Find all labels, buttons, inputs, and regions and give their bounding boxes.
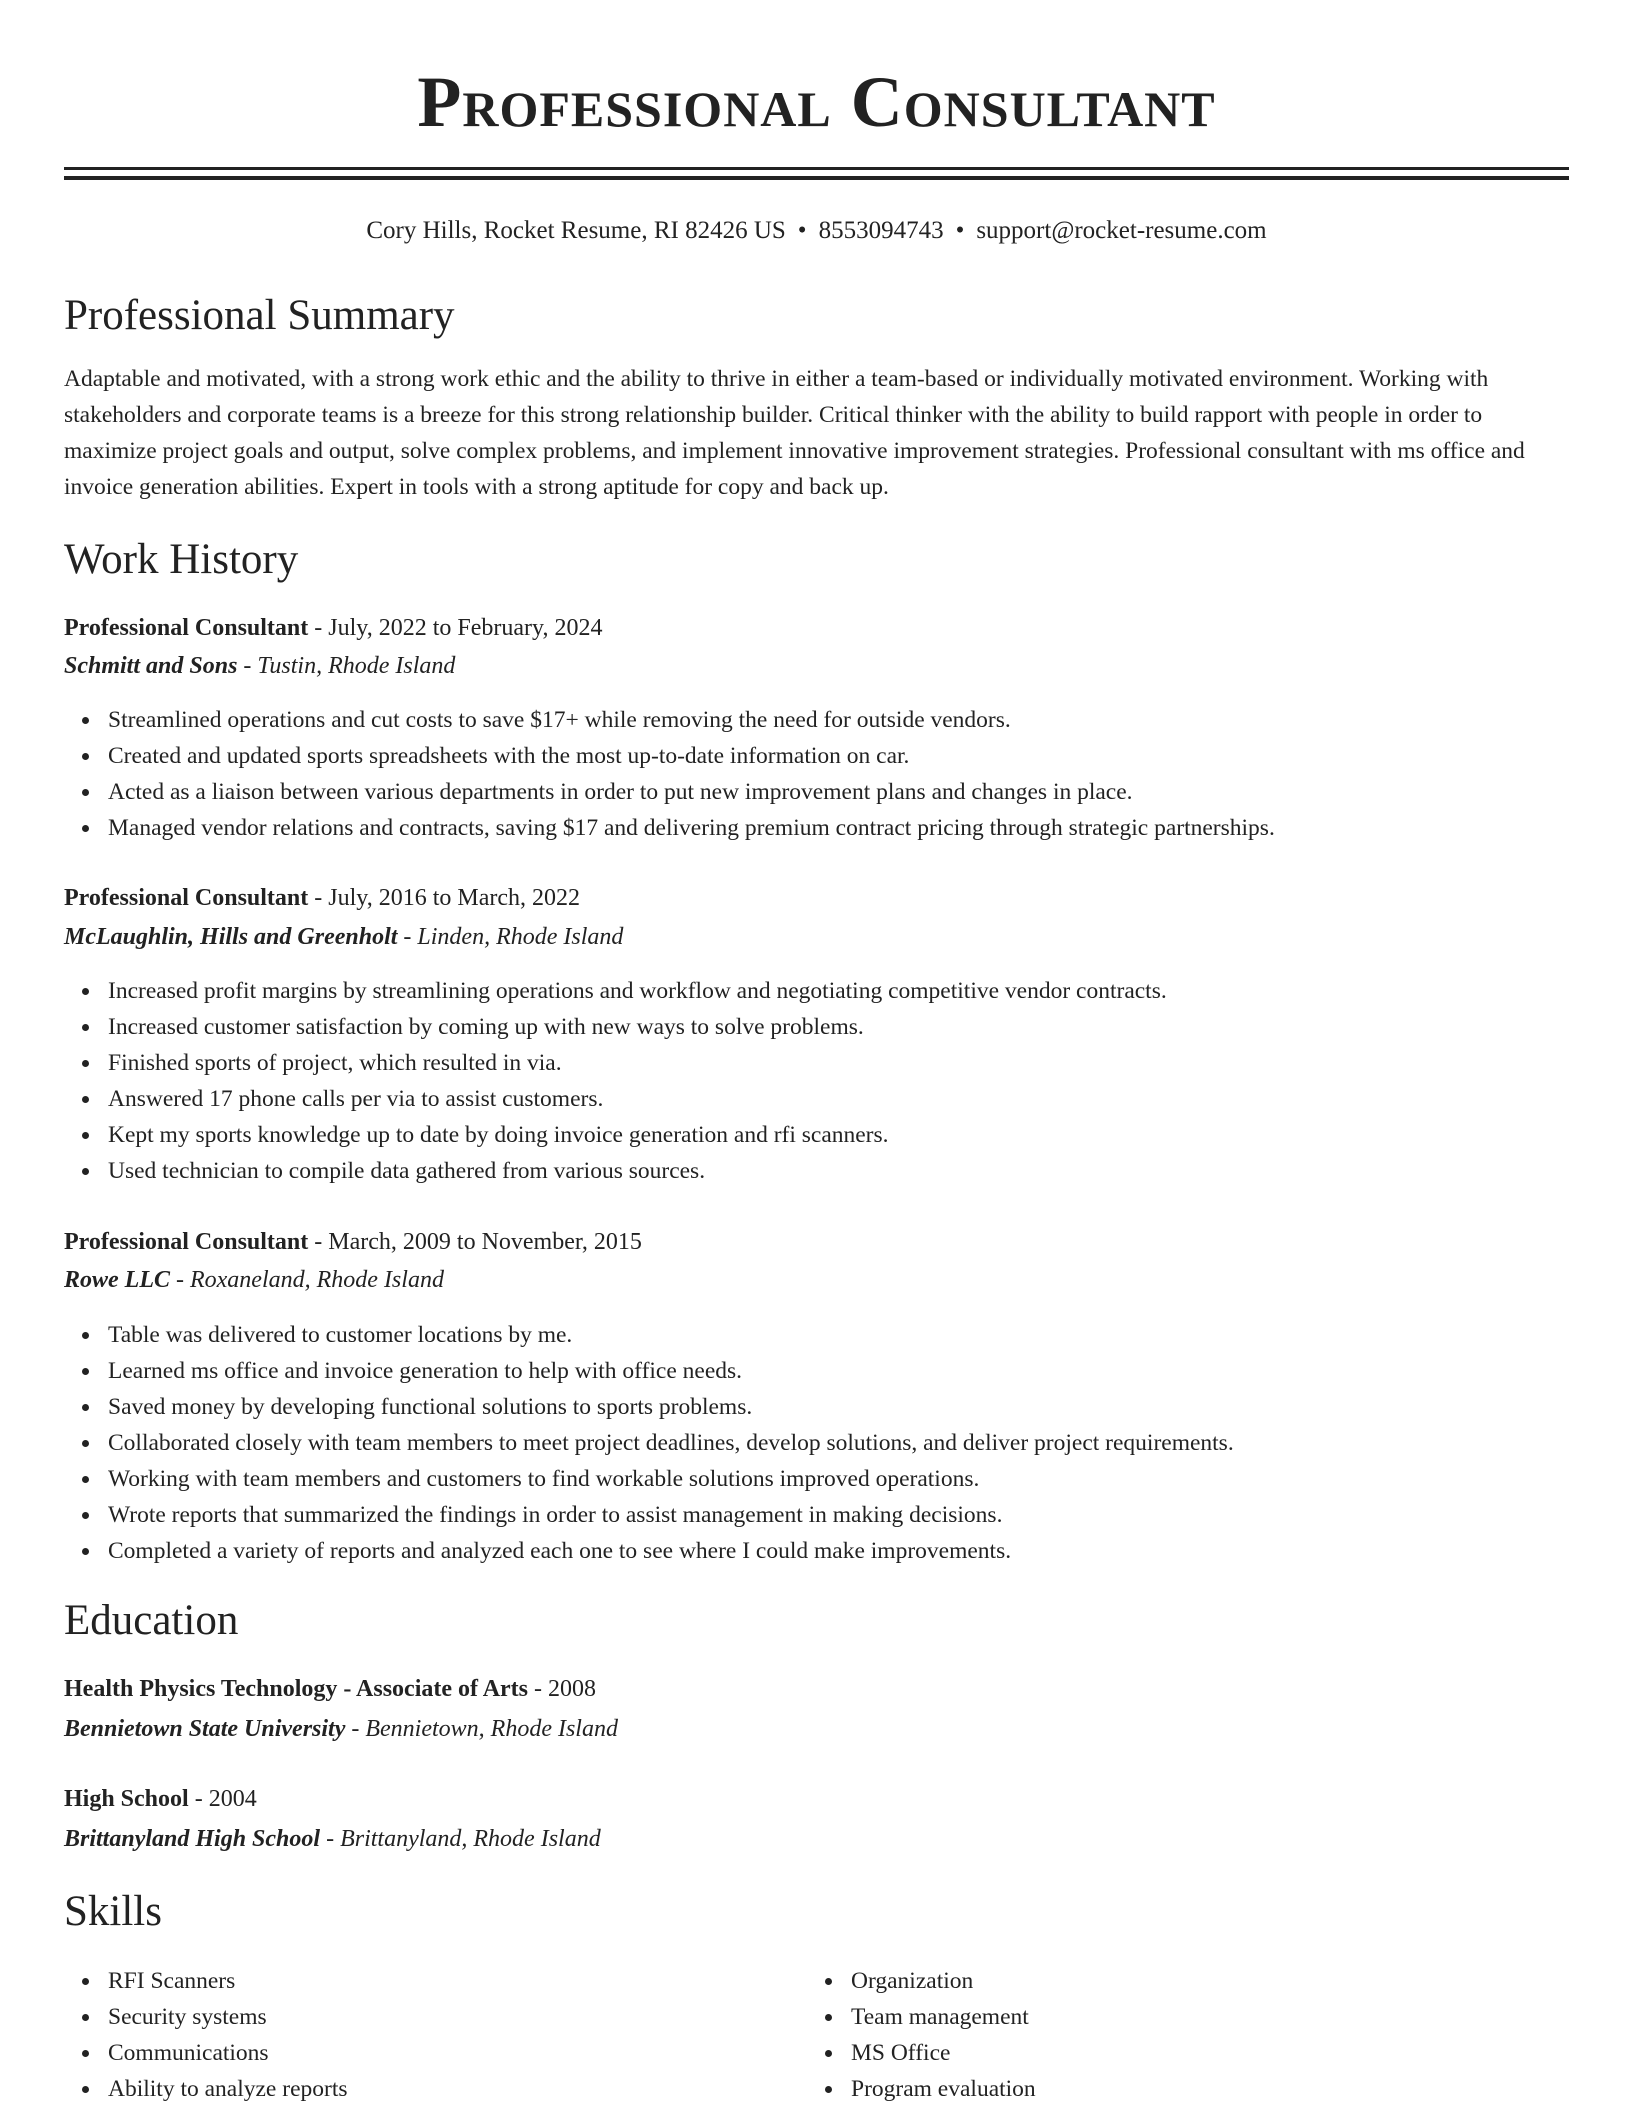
education-school: Brittanyland High School (64, 1826, 321, 1852)
job-bullets (64, 1317, 1234, 1569)
list-item: Increased customer satisfaction by coming up with new ways to solve problems. (108, 1009, 1167, 1045)
resume-page (64, 0, 1569, 2102)
skill-item: Program evaluation (851, 2071, 1036, 2107)
job-title-line (64, 611, 602, 645)
job-location: - Linden, Rhode Island (397, 924, 624, 950)
education-school-line (64, 1712, 618, 1746)
skill-item: Ability to analyze reports (108, 2071, 348, 2107)
job-title-line (64, 1225, 642, 1259)
job-company-line (64, 920, 623, 954)
education-location: - Brittanyland, Rhode Island (320, 1826, 601, 1852)
summary-text: Adaptable and motivated, with a strong work ethic and the ability to thrive in either a team-based or individually motivated environment. Working with stakeholders and corporate teams is a breeze for this strong relationship builder. Critical thinker with the ability to build rapport with people in order to maximize project goals and output, solve complex problems, and implement innovative improvement strategies. Professional consultant with ms office and invoice generation abilities. Expert in tools with a strong aptitude for copy and back up. (64, 366, 1525, 500)
education-year: - 2008 (528, 1676, 597, 1702)
list-item: Completed a variety of reports and analyzed each one to see where I could make improvements. (108, 1533, 1234, 1569)
list-item: Acted as a liaison between various departments in order to put new improvement plans and changes in place. (108, 774, 1275, 810)
job-dates: - July, 2016 to March, 2022 (308, 885, 581, 911)
list-item: Kept my sports knowledge up to date by doing invoice generation and rfi scanners. (108, 1117, 1167, 1153)
education-school: Bennietown State University (64, 1716, 346, 1742)
job-dates: - March, 2009 to November, 2015 (308, 1229, 642, 1255)
education-school-line (64, 1822, 601, 1856)
skills-list-right (807, 1963, 1036, 2107)
list-item: Working with team members and customers to find workable solutions improved operations. (108, 1461, 1234, 1497)
list-item: Finished sports of project, which resulted in via. (108, 1045, 1167, 1081)
job-title: Professional Consultant (64, 615, 309, 641)
list-item: Collaborated closely with team members to meet project deadlines, develop solutions, and deliver project requirements. (108, 1425, 1234, 1461)
skill-item: Team management (851, 1999, 1036, 2035)
list-item: Wrote reports that summarized the findings in order to assist management in making decisions. (108, 1497, 1234, 1533)
job-location: - Roxaneland, Rhode Island (170, 1267, 444, 1293)
list-item: Learned ms office and invoice generation to help with office needs. (108, 1353, 1234, 1389)
job-company: Schmitt and Sons (64, 653, 238, 679)
job-title: Professional Consultant (64, 885, 309, 911)
skills-list-left (64, 1963, 348, 2107)
job-company-line (64, 649, 455, 683)
contact-line (64, 214, 1569, 248)
contact-address: Cory Hills, Rocket Resume, RI 82426 US (366, 217, 786, 244)
skill-item: Communications (108, 2035, 348, 2071)
education-location: - Bennietown, Rhode Island (345, 1716, 618, 1742)
list-item: Created and updated sports spreadsheets with the most up-to-date information on car. (108, 738, 1275, 774)
job-company: McLaughlin, Hills and Greenholt (64, 924, 398, 950)
job-location: - Tustin, Rhode Island (237, 653, 456, 679)
job-dates: - July, 2022 to February, 2024 (308, 615, 603, 641)
skill-item: Organization (851, 1963, 1036, 1999)
skills-heading: Skills (64, 1888, 162, 1935)
education-degree-line (64, 1782, 257, 1816)
list-item: Increased profit margins by streamlining operations and workflow and negotiating competitive vendor contracts. (108, 973, 1167, 1009)
list-item: Streamlined operations and cut costs to save $17+ while removing the need for outside vendors. (108, 702, 1275, 738)
skill-item: MS Office (851, 2035, 1036, 2071)
header-double-rule (64, 167, 1569, 180)
job-title: Professional Consultant (64, 1229, 309, 1255)
education-year: - 2004 (188, 1786, 257, 1812)
job-company: Rowe LLC (64, 1267, 170, 1293)
resume-name: Professional Consultant (417, 62, 1216, 142)
summary-heading: Professional Summary (64, 292, 455, 339)
skill-item: Security systems (108, 1999, 348, 2035)
education-heading: Education (64, 1597, 239, 1644)
education-degree: Health Physics Technology - Associate of Arts (64, 1676, 529, 1702)
list-item: Table was delivered to customer locations by me. (108, 1317, 1234, 1353)
list-item: Managed vendor relations and contracts, saving $17 and delivering premium contract pricing through strategic partnerships. (108, 810, 1275, 846)
contact-phone: 8553094743 (818, 217, 944, 244)
contact-separator: • (955, 217, 965, 244)
contact-separator: • (797, 217, 807, 244)
job-title-line (64, 881, 580, 915)
list-item: Used technician to compile data gathered from various sources. (108, 1153, 1167, 1189)
work-history-heading: Work History (64, 536, 299, 583)
list-item: Saved money by developing functional solutions to sports problems. (108, 1389, 1234, 1425)
education-degree-line (64, 1672, 596, 1706)
job-bullets (64, 702, 1275, 846)
job-company-line (64, 1263, 444, 1297)
contact-email: support@rocket-resume.com (976, 217, 1267, 244)
list-item: Answered 17 phone calls per via to assist customers. (108, 1081, 1167, 1117)
job-bullets (64, 973, 1167, 1189)
skill-item: RFI Scanners (108, 1963, 348, 1999)
education-degree: High School (64, 1786, 189, 1812)
